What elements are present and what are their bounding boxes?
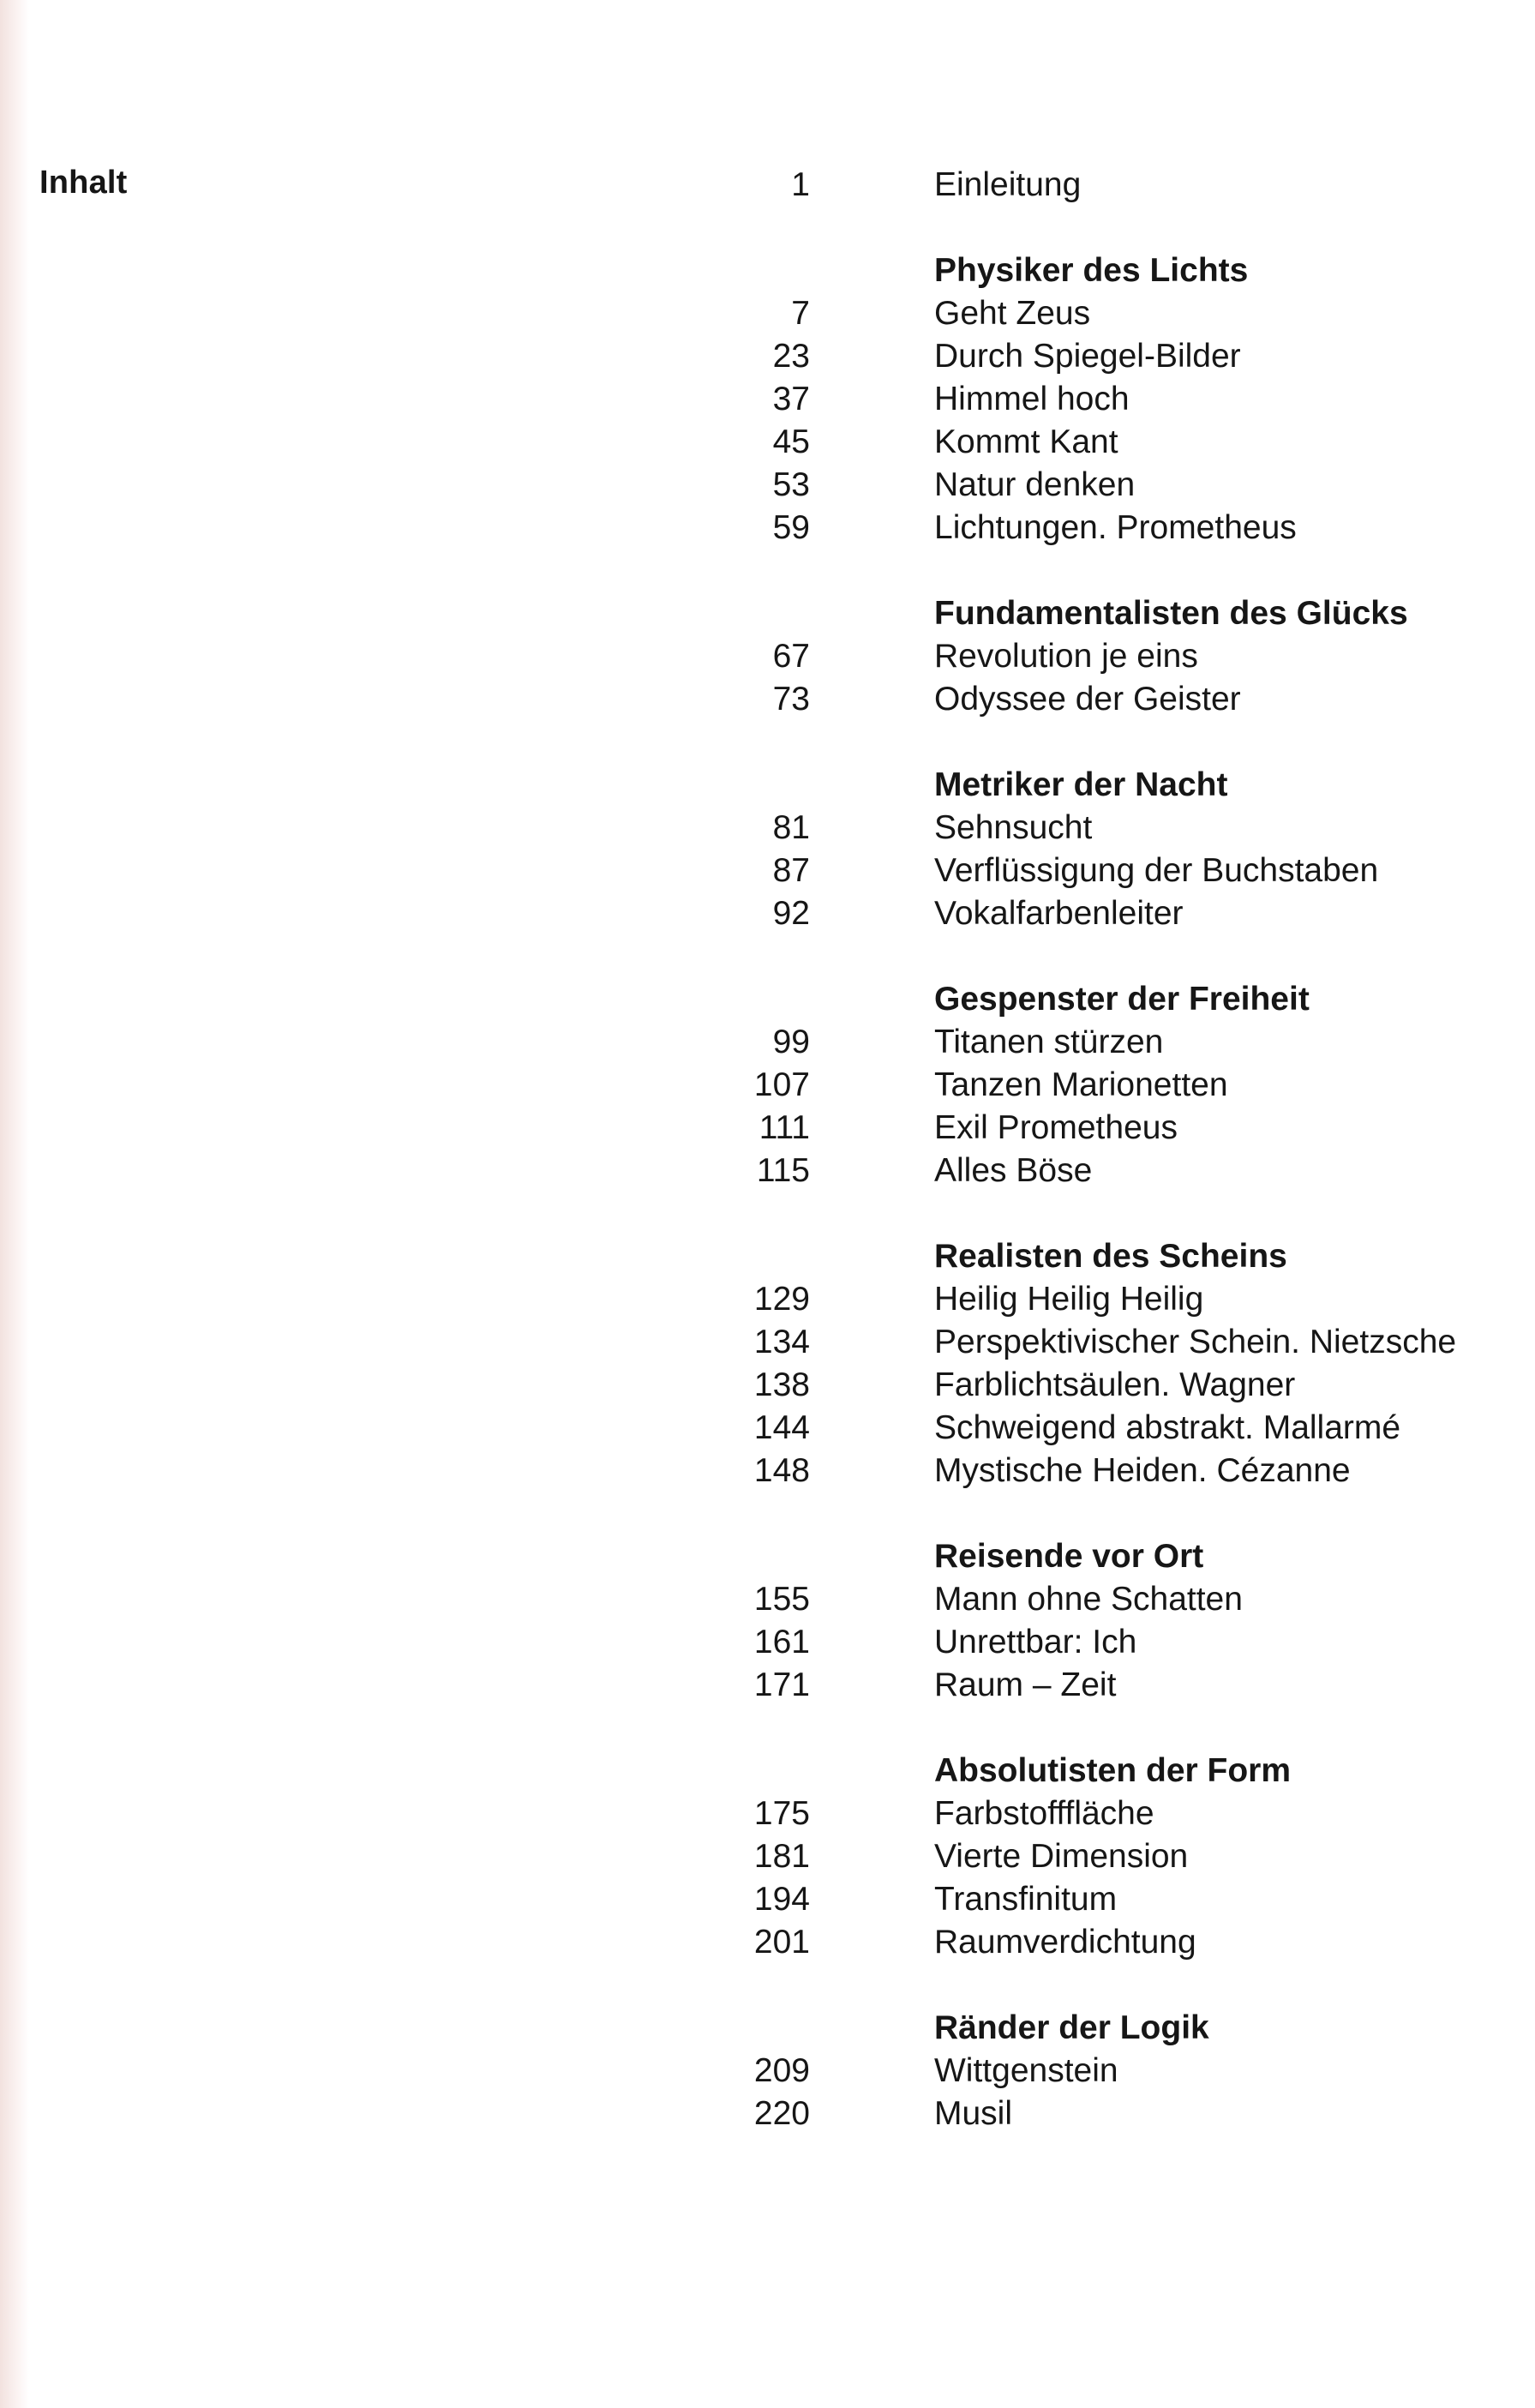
toc-entry-page: 59 [772,509,810,546]
toc-entry [737,635,1474,678]
toc-entry-page: 92 [772,895,810,932]
toc-entry-title: Titanen stürzen [934,1024,1164,1060]
toc-entry-title: Einleitung [934,166,1082,203]
toc-entry-page: 134 [753,1324,810,1360]
page-heading: Inhalt [39,165,128,201]
toc-entry-title: Farbstofffläche [934,1795,1154,1832]
toc-entry-page: 53 [772,466,810,503]
toc-entry [737,1364,1474,1407]
toc-entry [737,1921,1474,1964]
toc-entry-page: 129 [753,1281,810,1318]
toc-entry-page: 138 [753,1366,810,1403]
toc-entry-title: Durch Spiegel-Bilder [934,338,1241,375]
toc-entry-page: 23 [772,338,810,375]
toc-entry-page: 175 [753,1795,810,1832]
toc-entry-page: 201 [753,1924,810,1961]
toc-entry-page: 171 [753,1666,810,1703]
toc-entry-page: 148 [753,1452,810,1489]
toc-entry [737,1835,1474,1878]
toc-entry-title: Alles Böse [934,1152,1093,1189]
toc-entry-title: Heilig Heilig Heilig [934,1281,1204,1318]
toc-section-heading: Metriker der Nacht [934,766,1228,803]
toc-entry-title: Verflüssigung der Buchstaben [934,852,1379,889]
toc-entry-title: Revolution je eins [934,638,1198,675]
toc-entry-page: 107 [753,1066,810,1103]
toc-entry-title: Schweigend abstrakt. Mallarmé [934,1409,1401,1446]
toc-entry [737,421,1474,464]
toc-entry [737,1021,1474,1064]
toc-entry [737,807,1474,850]
toc-entry-page: 161 [753,1624,810,1660]
toc-section-heading: Gespenster der Freiheit [934,981,1310,1018]
toc-entry [737,1107,1474,1150]
toc-entry-title: Lichtungen. Prometheus [934,509,1297,546]
toc-entry-page: 194 [753,1881,810,1918]
toc-entry [737,678,1474,721]
toc-entry [737,892,1474,935]
toc-entry-title: Vokalfarbenleiter [934,895,1184,932]
toc-entry-page: 111 [759,1109,810,1146]
toc-section-heading: Realisten des Scheins [934,1238,1287,1275]
toc-entry-page: 45 [772,423,810,460]
toc-entry-title: Perspektivischer Schein. Nietzsche [934,1324,1457,1360]
toc-entry-page: 73 [772,681,810,718]
toc-entry [737,464,1474,507]
toc-entry [737,1621,1474,1664]
toc-entry-title: Farblichtsäulen. Wagner [934,1366,1296,1403]
toc-entry [737,1792,1474,1835]
toc-entry-page: 37 [772,381,810,417]
toc-entry-page: 220 [753,2095,810,2132]
toc-entry [737,378,1474,421]
toc-entry-title: Odyssee der Geister [934,681,1241,718]
toc-entry-title: Tanzen Marionetten [934,1066,1228,1103]
toc-section-heading: Physiker des Lichts [934,252,1249,289]
toc-entry-title: Raumverdichtung [934,1924,1196,1961]
toc-entry-title: Exil Prometheus [934,1109,1178,1146]
toc-entry-page: 144 [753,1409,810,1446]
toc-entry-title: Geht Zeus [934,295,1091,332]
toc-entry [737,1150,1474,1192]
toc-entry [737,1878,1474,1921]
toc-section-heading: Reisende vor Ort [934,1538,1204,1575]
toc-entry-title: Vierte Dimension [934,1838,1189,1875]
toc-entry-title: Kommt Kant [934,423,1118,460]
toc-entry [737,850,1474,892]
toc-entry-title: Natur denken [934,466,1136,503]
toc-entry [737,292,1474,335]
toc-entry-title: Mann ohne Schatten [934,1581,1243,1618]
toc-entry-page: 155 [753,1581,810,1618]
table-of-contents [737,164,1474,2135]
toc-entry-page: 209 [753,2052,810,2089]
toc-entry [737,2050,1474,2093]
toc-entry [737,1278,1474,1321]
toc-entry-intro [737,164,1474,207]
toc-entry-title: Transfinitum [934,1881,1118,1918]
page-edge-shadow [0,0,29,2408]
toc-entry-page: 81 [772,809,810,846]
toc-entry [737,1064,1474,1107]
toc-entry [737,507,1474,549]
toc-entry-title: Musil [934,2095,1013,2132]
toc-entry-title: Himmel hoch [934,381,1130,417]
toc-entry-title: Unrettbar: Ich [934,1624,1137,1660]
toc-section-heading: Absolutisten der Form [934,1752,1292,1789]
toc-entry-page: 1 [791,166,810,203]
toc-entry-page: 67 [772,638,810,675]
toc-section-heading: Ränder der Logik [934,2009,1209,2046]
toc-entry [737,1407,1474,1450]
toc-entry-page: 87 [772,852,810,889]
toc-entry-title: Raum – Zeit [934,1666,1117,1703]
toc-entry-title: Wittgenstein [934,2052,1118,2089]
toc-entry [737,1321,1474,1364]
toc-section-heading: Fundamentalisten des Glücks [934,595,1408,632]
toc-entry-title: Sehnsucht [934,809,1093,846]
toc-entry-page: 115 [756,1152,810,1189]
toc-entry [737,2093,1474,2135]
toc-entry [737,1578,1474,1621]
toc-entry [737,1664,1474,1707]
toc-entry-page: 181 [753,1838,810,1875]
toc-entry [737,1450,1474,1492]
toc-entry-page: 7 [791,295,810,332]
toc-entry-page: 99 [772,1024,810,1060]
toc-entry-title: Mystische Heiden. Cézanne [934,1452,1351,1489]
toc-entry [737,335,1474,378]
